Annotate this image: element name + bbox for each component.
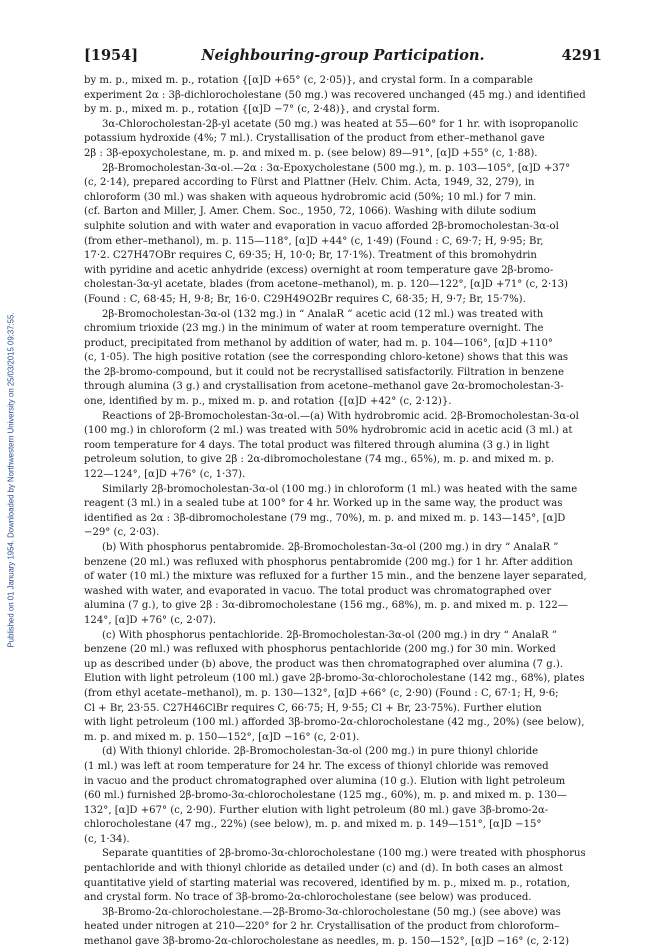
text-line: potassium hydroxide (4%; 7 ml.). Crystallisation of the product from ether–methanol gave — [84, 133, 545, 145]
text-line: Reactions of 2β-Bromocholestan-3α-ol.—(a) With hydrobromic acid. 2β-Bromocholestan-3α-ol — [102, 410, 579, 422]
text-line: benzene (20 ml.) was refluxed with phosphorus pentabromide (200 mg.) for 1 hr. After addition — [84, 556, 573, 568]
text-line: identified as 2α : 3β-dibromocholestane (79 mg., 70%), m. p. and mixed m. p. 143—145°, [α]D — [84, 512, 566, 524]
download-watermark-text: Published on 01 January 1954. Downloaded by Northwestern University on 25/03/2015 09:37:55. — [6, 312, 16, 648]
text-line: m. p. and mixed m. p. 150—152°, [α]D −16° (c, 2·01). — [84, 731, 360, 743]
text-line: (cf. Barton and Miller, J. Amer. Chem. Soc., 1950, 72, 1066). Washing with dilute sodium — [84, 206, 537, 218]
text-line: heated under nitrogen at 210—220° for 2 hr. Crystallisation of the product from chloroform– — [84, 921, 560, 933]
text-line: washed with water, and evaporated in vacuo. The total product was chromatographed over — [84, 585, 552, 597]
running-header — [84, 47, 602, 67]
text-line: benzene (20 ml.) was refluxed with phosphorus pentachloride (200 mg.) for 30 min. Worked — [84, 644, 556, 656]
text-line: and crystal form. No trace of 3β-bromo-2α-chlorocholestane (see below) was produced. — [84, 892, 532, 904]
text-line: 132°, [α]D +67° (c, 2·90). Further elution with light petroleum (80 ml.) gave 3β-bromo-2α- — [84, 804, 549, 816]
text-line: sulphite solution and with water and evaporation in vacuo afforded 2β-bromocholestan-3α-ol — [84, 220, 559, 232]
text-line: pentachloride and with thionyl chloride as detailed under (c) and (d). In both cases an almost — [84, 863, 563, 875]
text-line: 122—124°, [α]D +76° (c, 1·37). — [84, 469, 246, 481]
text-line: 17·2. C27H47OBr requires C, 69·35; H, 10·0; Br, 17·1%). Treatment of this bromohydrin — [84, 250, 537, 262]
text-line: petroleum solution, to give 2β : 2α-dibromocholestane (74 mg., 65%), m. p. and mixed m. p. — [84, 454, 555, 466]
text-line: Similarly 2β-bromocholestan-3α-ol (100 mg.) in chloroform (1 ml.) was heated with the same — [102, 483, 578, 495]
text-line: with pyridine and acetic anhydride (excess) overnight at room temperature gave 2β-bromo- — [84, 264, 554, 276]
text-line: (100 mg.) in chloroform (2 ml.) was treated with 50% hydrobromic acid in acetic acid (3 ml.) at — [84, 425, 573, 437]
text-line: up as described under (b) above, the product was then chromatographed over alumina (7 g.). — [84, 658, 564, 670]
text-line: with light petroleum (100 ml.) afforded 3β-bromo-2α-chlorocholestane (42 mg., 20%) (see below), — [84, 717, 585, 729]
text-line: (60 ml.) furnished 2β-bromo-3α-chlorocholestane (125 mg., 60%), m. p. and mixed m. p. 130— — [84, 790, 568, 802]
text-line: alumina (7 g.), to give 2β : 3α-dibromocholestane (156 mg., 68%), m. p. and mixed m. p. 122— — [84, 600, 568, 612]
text-line: (from ethyl acetate–methanol), m. p. 130—132°, [α]D +66° (c, 2·90) (Found : C, 67·1; H, 9·6; — [84, 687, 559, 699]
header-page-number: 4291 — [561, 47, 602, 64]
text-line: Separate quantities of 2β-bromo-3α-chlorocholestane (100 mg.) were treated with phosphorus — [102, 848, 586, 860]
text-line: cholestan-3α-yl acetate, blades (from acetone–methanol), m. p. 120—122°, [α]D +71° (c, 2·13) — [84, 279, 568, 291]
text-line: of water (10 ml.) the mixture was refluxed for a further 15 min., and the benzene layer separated, — [84, 571, 587, 583]
text-line: one, identified by m. p., mixed m. p. and rotation {[α]D +42° (c, 2·12)}. — [84, 396, 452, 408]
text-line: experiment 2α : 3β-dichlorocholestane (50 mg.) was recovered unchanged (45 mg.) and identified — [84, 89, 586, 101]
text-line: chlorocholestane (47 mg., 22%) (see below), m. p. and mixed m. p. 149—151°, [α]D −15° — [84, 819, 542, 831]
text-line: 124°, [α]D +76° (c, 2·07). — [84, 614, 216, 626]
text-line: in vacuo and the product chromatographed over alumina (10 g.). Elution with light petroleum — [84, 775, 566, 787]
header-title: Neighbouring-group Participation. — [201, 47, 485, 64]
text-line: Cl + Br, 23·55. C27H46ClBr requires C, 66·75; H, 9·55; Cl + Br, 23·75%). Further elution — [84, 702, 542, 714]
text-line: reagent (3 ml.) in a sealed tube at 100° for 4 hr. Worked up in the same way, the product was — [84, 498, 563, 510]
header-year: [1954] — [84, 47, 139, 64]
text-line: (1 ml.) was left at room temperature for 24 hr. The excess of thionyl chloride was removed — [84, 760, 549, 772]
text-line: quantitative yield of starting material was recovered, identified by m. p., mixed m. p., rotation, — [84, 877, 570, 889]
text-line: the 2β-bromo-compound, but it could not be recrystallised satisfactorily. Filtration in benzene — [84, 366, 564, 378]
text-line: 3α-Chlorocholestan-2β-yl acetate (50 mg.) was heated at 55—60° for 1 hr. with isopropanolic — [102, 118, 579, 130]
text-line: (Found : C, 68·45; H, 9·8; Br, 16·0. C29H49O2Br requires C, 68·35; H, 9·7; Br, 15·7%). — [84, 293, 526, 305]
text-line: −29° (c, 2·03). — [84, 527, 160, 539]
text-line: 3β-Bromo-2α-chlorocholestane.—2β-Bromo-3α-chlorocholestane (50 mg.) (see above) was — [102, 906, 561, 918]
text-line: (d) With thionyl chloride. 2β-Bromocholestan-3α-ol (200 mg.) in pure thionyl chloride — [102, 746, 539, 758]
text-line: room temperature for 4 days. The total product was filtered through alumina (3 g.) in light — [84, 439, 550, 451]
article-body — [84, 74, 602, 950]
text-line: methanol gave 3β-bromo-2α-chlorocholestane as needles, m. p. 150—152°, [α]D −16° (c, 2·12) — [84, 936, 570, 948]
text-line: (b) With phosphorus pentabromide. 2β-Bromocholestan-3α-ol (200 mg.) in dry “ AnalaR ” — [102, 542, 559, 553]
text-line: 2β-Bromocholestan-3α-ol.—2α : 3α-Epoxycholestane (500 mg.), m. p. 103—105°, [α]D +37° — [102, 162, 571, 174]
text-line: product, precipitated from methanol by addition of water, had m. p. 104—106°, [α]D +110° — [84, 337, 553, 349]
text-line: through alumina (3 g.) and crystallisation from acetone–methanol gave 2α-bromocholestan-3- — [84, 381, 564, 393]
text-line: (c, 1·05). The high positive rotation (see the corresponding chloro-ketone) shows that this was — [84, 352, 569, 364]
download-watermark — [4, 175, 18, 785]
text-line: 2β : 3β-epoxycholestane, m. p. and mixed m. p. (see below) 89—91°, [α]D +55° (c, 1·88). — [84, 147, 538, 159]
text-line: chromium trioxide (23 mg.) in the minimum of water at room temperature overnight. The — [84, 323, 544, 335]
text-line: by m. p., mixed m. p., rotation {[α]D −7° (c, 2·48)}, and crystal form. — [84, 104, 440, 116]
text-line: chloroform (30 ml.) was shaken with aqueous hydrobromic acid (50%; 10 ml.) for 7 min. — [84, 191, 537, 203]
text-line: (from ether–methanol), m. p. 115—118°, [α]D +44° (c, 1·49) (Found : C, 69·7; H, 9·95; Br, — [84, 235, 544, 247]
text-line: 2β-Bromocholestan-3α-ol (132 mg.) in “ AnalaR ” acetic acid (12 ml.) was treated with — [102, 308, 544, 320]
text-line: (c) With phosphorus pentachloride. 2β-Bromocholestan-3α-ol (200 mg.) in dry “ AnalaR ” — [102, 629, 557, 641]
text-line: (c, 1·34). — [84, 833, 130, 845]
text-line: Elution with light petroleum (100 ml.) gave 2β-bromo-3α-chlorocholestane (142 mg., 68%), plates — [84, 673, 585, 685]
text-line: by m. p., mixed m. p., rotation {[α]D +65° (c, 2·05)}, and crystal form. In a comparable — [84, 75, 533, 86]
text-line: (c, 2·14), prepared according to Fürst and Plattner (Helv. Chim. Acta, 1949, 32, 279), in — [84, 177, 535, 189]
